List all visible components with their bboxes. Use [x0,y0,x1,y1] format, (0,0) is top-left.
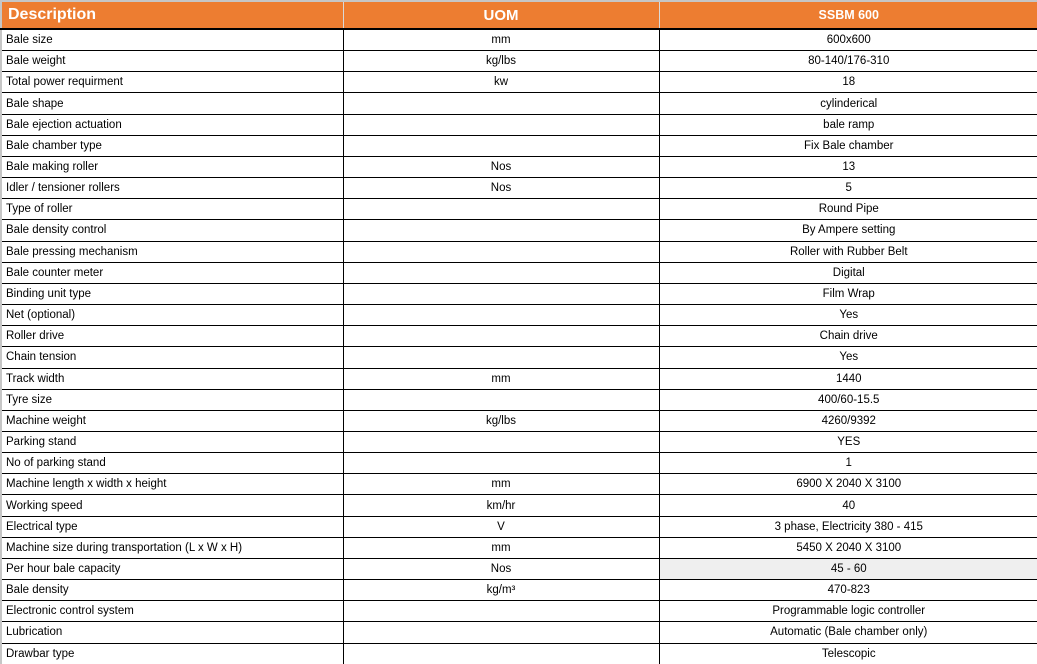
cell-value: 5 [659,178,1037,199]
cell-description: Total power requirment [1,72,343,93]
cell-description: Lubrication [1,622,343,643]
table-row [1,156,1037,177]
table-row [1,283,1037,304]
cell-description: Track width [1,368,343,389]
cell-uom [343,114,659,135]
cell-description: Machine weight [1,410,343,431]
cell-uom: mm [343,474,659,495]
cell-value: Automatic (Bale chamber only) [659,622,1037,643]
table-row [1,178,1037,199]
cell-uom [343,453,659,474]
cell-uom: kw [343,72,659,93]
cell-uom: Nos [343,178,659,199]
cell-uom: kg/lbs [343,51,659,72]
cell-uom [343,389,659,410]
table-row [1,241,1037,262]
table-row [1,347,1037,368]
cell-uom: Nos [343,156,659,177]
table-row [1,622,1037,643]
cell-uom [343,347,659,368]
table-row [1,389,1037,410]
column-header-uom: UOM [343,1,659,29]
cell-uom [343,326,659,347]
cell-value: 3 phase, Electricity 380 - 415 [659,516,1037,537]
cell-value: Yes [659,305,1037,326]
cell-value: 45 - 60 [659,558,1037,579]
cell-uom: mm [343,368,659,389]
cell-description: Roller drive [1,326,343,347]
cell-description: Bale ejection actuation [1,114,343,135]
cell-value: Programmable logic controller [659,601,1037,622]
cell-uom [343,93,659,114]
table-row [1,220,1037,241]
table-row [1,410,1037,431]
cell-uom [343,135,659,156]
table-row [1,495,1037,516]
cell-description: Chain tension [1,347,343,368]
cell-description: Bale shape [1,93,343,114]
cell-description: Idler / tensioner rollers [1,178,343,199]
table-row [1,114,1037,135]
cell-value: YES [659,431,1037,452]
cell-uom: kg/lbs [343,410,659,431]
cell-description: Parking stand [1,431,343,452]
cell-uom [343,262,659,283]
cell-value: Telescopic [659,643,1037,664]
cell-description: Machine size during transportation (L x W x H) [1,537,343,558]
cell-uom [343,622,659,643]
cell-uom: Nos [343,558,659,579]
cell-value: cylinderical [659,93,1037,114]
column-header-description: Description [1,1,343,29]
cell-value: By Ampere setting [659,220,1037,241]
cell-description: Drawbar type [1,643,343,664]
cell-value: 18 [659,72,1037,93]
table-row [1,453,1037,474]
cell-description: Electrical type [1,516,343,537]
cell-description: Bale size [1,29,343,51]
cell-description: Bale density [1,580,343,601]
cell-description: Binding unit type [1,283,343,304]
table-row [1,93,1037,114]
cell-value: 40 [659,495,1037,516]
column-header-ssbm600: SSBM 600 [659,1,1037,29]
cell-description: Bale making roller [1,156,343,177]
table-row [1,29,1037,51]
table-row [1,580,1037,601]
cell-description: Machine length x width x height [1,474,343,495]
cell-value: 5450 X 2040 X 3100 [659,537,1037,558]
cell-value: 1440 [659,368,1037,389]
cell-uom: kg/m³ [343,580,659,601]
cell-value: Round Pipe [659,199,1037,220]
spec-table-body [1,29,1037,664]
cell-uom: V [343,516,659,537]
cell-value: Fix Bale chamber [659,135,1037,156]
cell-description: Bale density control [1,220,343,241]
cell-uom: mm [343,537,659,558]
header-row [1,1,1037,29]
cell-value: 470-823 [659,580,1037,601]
table-row [1,368,1037,389]
cell-value: 1 [659,453,1037,474]
cell-value: 80-140/176-310 [659,51,1037,72]
cell-uom [343,431,659,452]
cell-uom [343,305,659,326]
table-row [1,51,1037,72]
cell-value: Digital [659,262,1037,283]
cell-value: 4260/9392 [659,410,1037,431]
cell-uom: km/hr [343,495,659,516]
cell-description: Bale counter meter [1,262,343,283]
table-row [1,326,1037,347]
cell-uom [343,643,659,664]
table-row [1,601,1037,622]
table-row [1,262,1037,283]
cell-value: bale ramp [659,114,1037,135]
cell-value: Film Wrap [659,283,1037,304]
cell-description: Net (optional) [1,305,343,326]
cell-uom [343,241,659,262]
cell-description: Electronic control system [1,601,343,622]
cell-value: 13 [659,156,1037,177]
cell-description: Bale pressing mechanism [1,241,343,262]
cell-value: 600x600 [659,29,1037,51]
cell-uom [343,601,659,622]
table-row [1,643,1037,664]
table-row [1,431,1037,452]
table-row [1,537,1037,558]
cell-description: Bale weight [1,51,343,72]
cell-description: Type of roller [1,199,343,220]
cell-value: Chain drive [659,326,1037,347]
table-row [1,305,1037,326]
table-row [1,474,1037,495]
table-row [1,135,1037,156]
cell-description: Bale chamber type [1,135,343,156]
cell-description: Tyre size [1,389,343,410]
cell-description: No of parking stand [1,453,343,474]
cell-value: Roller with Rubber Belt [659,241,1037,262]
cell-uom: mm [343,29,659,51]
table-row [1,516,1037,537]
table-row [1,72,1037,93]
cell-value: Yes [659,347,1037,368]
cell-description: Working speed [1,495,343,516]
table-row [1,199,1037,220]
cell-value: 400/60-15.5 [659,389,1037,410]
cell-uom [343,199,659,220]
cell-description: Per hour bale capacity [1,558,343,579]
table-row [1,558,1037,579]
cell-uom [343,220,659,241]
cell-value: 6900 X 2040 X 3100 [659,474,1037,495]
cell-uom [343,283,659,304]
